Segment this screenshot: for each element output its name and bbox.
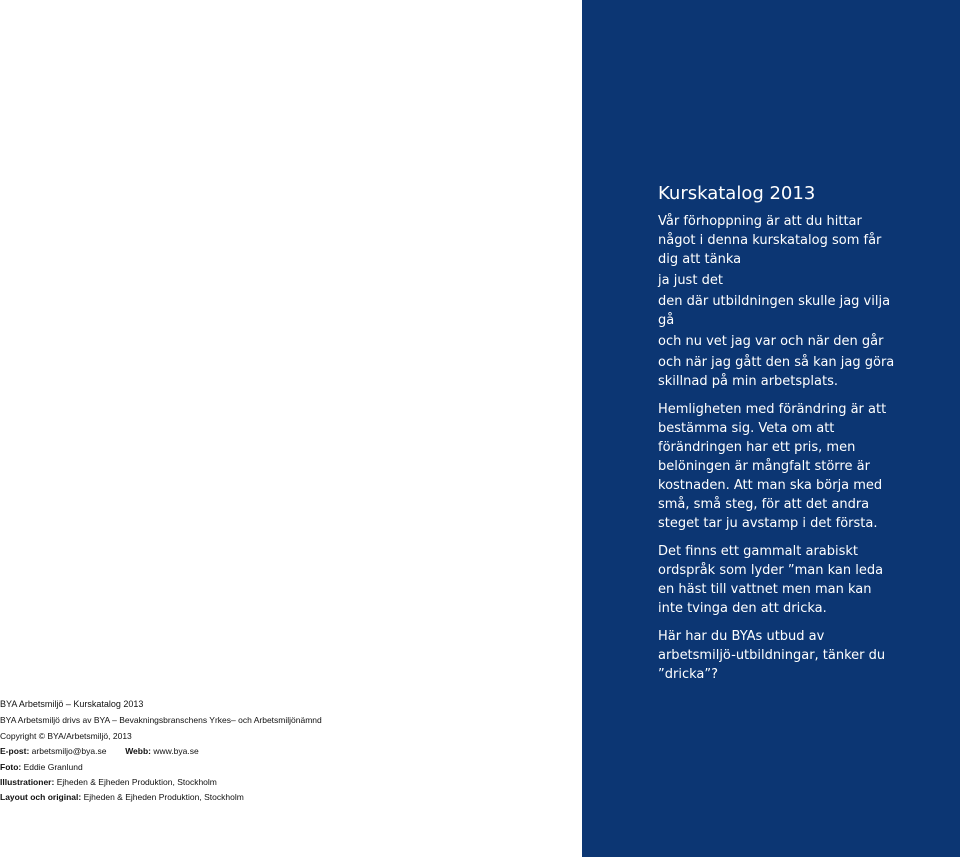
colophon-copyright: Copyright © BYA/Arbetsmiljö, 2013 [0,730,132,741]
colophon-contact-row [0,744,380,759]
intro-paragraph-7: Det finns ett gammalt arabiskt ordspråk som lyder ”man kan leda en häst till vattnet men man kan inte tvinga den att dricka. [658,544,884,616]
colophon-publisher-line: BYA Arbetsmiljö drivs av BYA – Bevakningsbranschens Yrkes– och Arbetsmiljönämnd [0,715,322,726]
blue-cover-panel [582,0,960,857]
intro-text-block [658,182,898,686]
colophon [0,697,380,806]
catalog-title: Kurskatalog 2013 [658,183,816,204]
photo-value: Eddie Granlund [23,761,83,772]
colophon-photo-credit [0,760,380,775]
illustrations-label: Illustrationer: [0,777,55,788]
intro-paragraph-4: och nu vet jag var och när den går [658,334,884,349]
intro-paragraph-1: Vår förhoppning är att du hittar något i denna kurskatalog som får dig att tänka [658,214,882,267]
intro-paragraph-8: Här har du BYAs utbud av arbetsmiljö-utbildningar, tänker du ”dricka”? [658,629,886,682]
email-label: E-post: [0,746,30,757]
intro-paragraph-3: den där utbildningen skulle jag vilja gå [658,294,891,328]
email-link[interactable]: arbetsmiljo@bya.se [31,746,107,757]
illustrations-value: Ejheden & Ejheden Produktion, Stockholm [56,777,217,788]
layout-label: Layout och original: [0,792,82,803]
intro-paragraph-5: och när jag gått den så kan jag göra skillnad på min arbetsplats. [658,355,895,389]
web-label: Webb: [125,746,151,757]
layout-value: Ejheden & Ejheden Produktion, Stockholm [83,792,244,803]
colophon-heading: BYA Arbetsmiljö – Kurskatalog 2013 [0,699,144,709]
intro-paragraph-2: ja just det [658,273,723,288]
colophon-illustrations-credit [0,775,380,790]
intro-paragraph-6: Hemligheten med förändring är att bestämma sig. Veta om att förändringen har ett pris, men belöningen är mångfalt större är kostnaden. Att man ska börja med små, små steg, för att det andra steget tar ju avstamp i det första. [658,402,887,531]
web-link[interactable]: www.bya.se [153,746,199,757]
photo-label: Foto: [0,761,22,772]
colophon-layout-credit [0,790,380,805]
